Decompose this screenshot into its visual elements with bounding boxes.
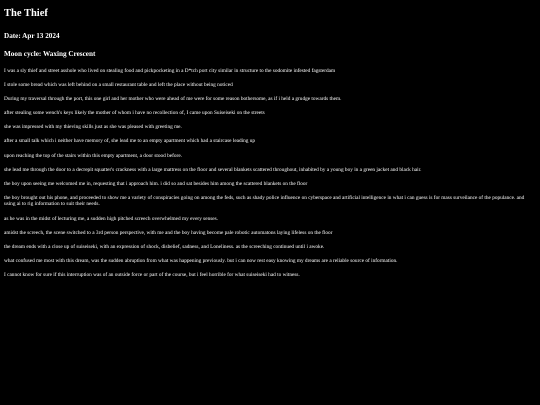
paragraph: the dream ends with a close up of suiseiseki, with an expression of shock, disbelief, sadness, and Loneliness. as the screeching continued until i awoke. (4, 243, 325, 250)
paragraph: the boy brought out his phone, and proceeded to show me a variety of conspiracies going on among the feds, such as shady police influence on cyberspace and artificial intelligence in what i can guess is for mass surveilance of the populance. and using ai to rig information to suit their needs. (4, 194, 525, 208)
paragraph: During my traversal through the port, this one girl and her mother who were ahead of me were for some reason bothersome, as if i held a grudge towards them. (4, 96, 342, 103)
entry-body (4, 68, 536, 279)
paragraph: what confused me most with this dream, was the sudden abruption from what was happening previously. but i can now rest easy knowing my dreams are a reliable source of information. (4, 257, 398, 264)
paragraph: she was impressed with my thieving skills just as she was pleased with greeting me. (4, 124, 182, 131)
moon-cycle: Moon cycle: Waxing Crescent (4, 50, 96, 58)
paragraph: as he was in the midst of lecturing me, a sudden high pitched screech overwhelmed my every senses. (4, 215, 219, 222)
paragraph: amidst the screech, the scene switched to a 3rd person perspective, with me and the boy having become pale robotic automatons laying lifeless on the floor (4, 229, 333, 236)
page-title: The Thief (4, 8, 48, 19)
paragraph: she lead me through the door to a decrepit squatter's crackness with a large mattress on the floor and several blankets scattered throughout, inhabited by a young boy in a green jacket and black hair. (4, 166, 422, 173)
paragraph: after a small talk which i neither have memory of, she lead me to an empty apartment which had a staircase leading up (4, 138, 256, 145)
entry-date: Date: Apr 13 2024 (4, 32, 60, 40)
paragraph: after stealing some wench's keys likely the mother of whom i have no recollection of, I came upon Suiseiseki on the streets (4, 110, 265, 117)
paragraph: upon reaching the top of the stairs within this empty apartment, a door stood before. (4, 152, 182, 159)
paragraph: I stole some bread which was left behind on a small restaurant table and left the place without being noticed (4, 82, 233, 89)
paragraph: I cannot know for sure if this interruption was of an outside force or part of the course, but i feel horrible for what suiseiseki had to witness. (4, 271, 300, 278)
paragraph: the boy upon seeing me welcomed me in, requesting that i approach him. i did so and sat besides him among the scattered blankets on the floor (4, 180, 308, 187)
paragraph: I was a sly thief and street asshole who lived on stealing food and pickpocketing in a D*tch port city similar in structure to the sodomite infested fagsterdam (4, 68, 336, 74)
